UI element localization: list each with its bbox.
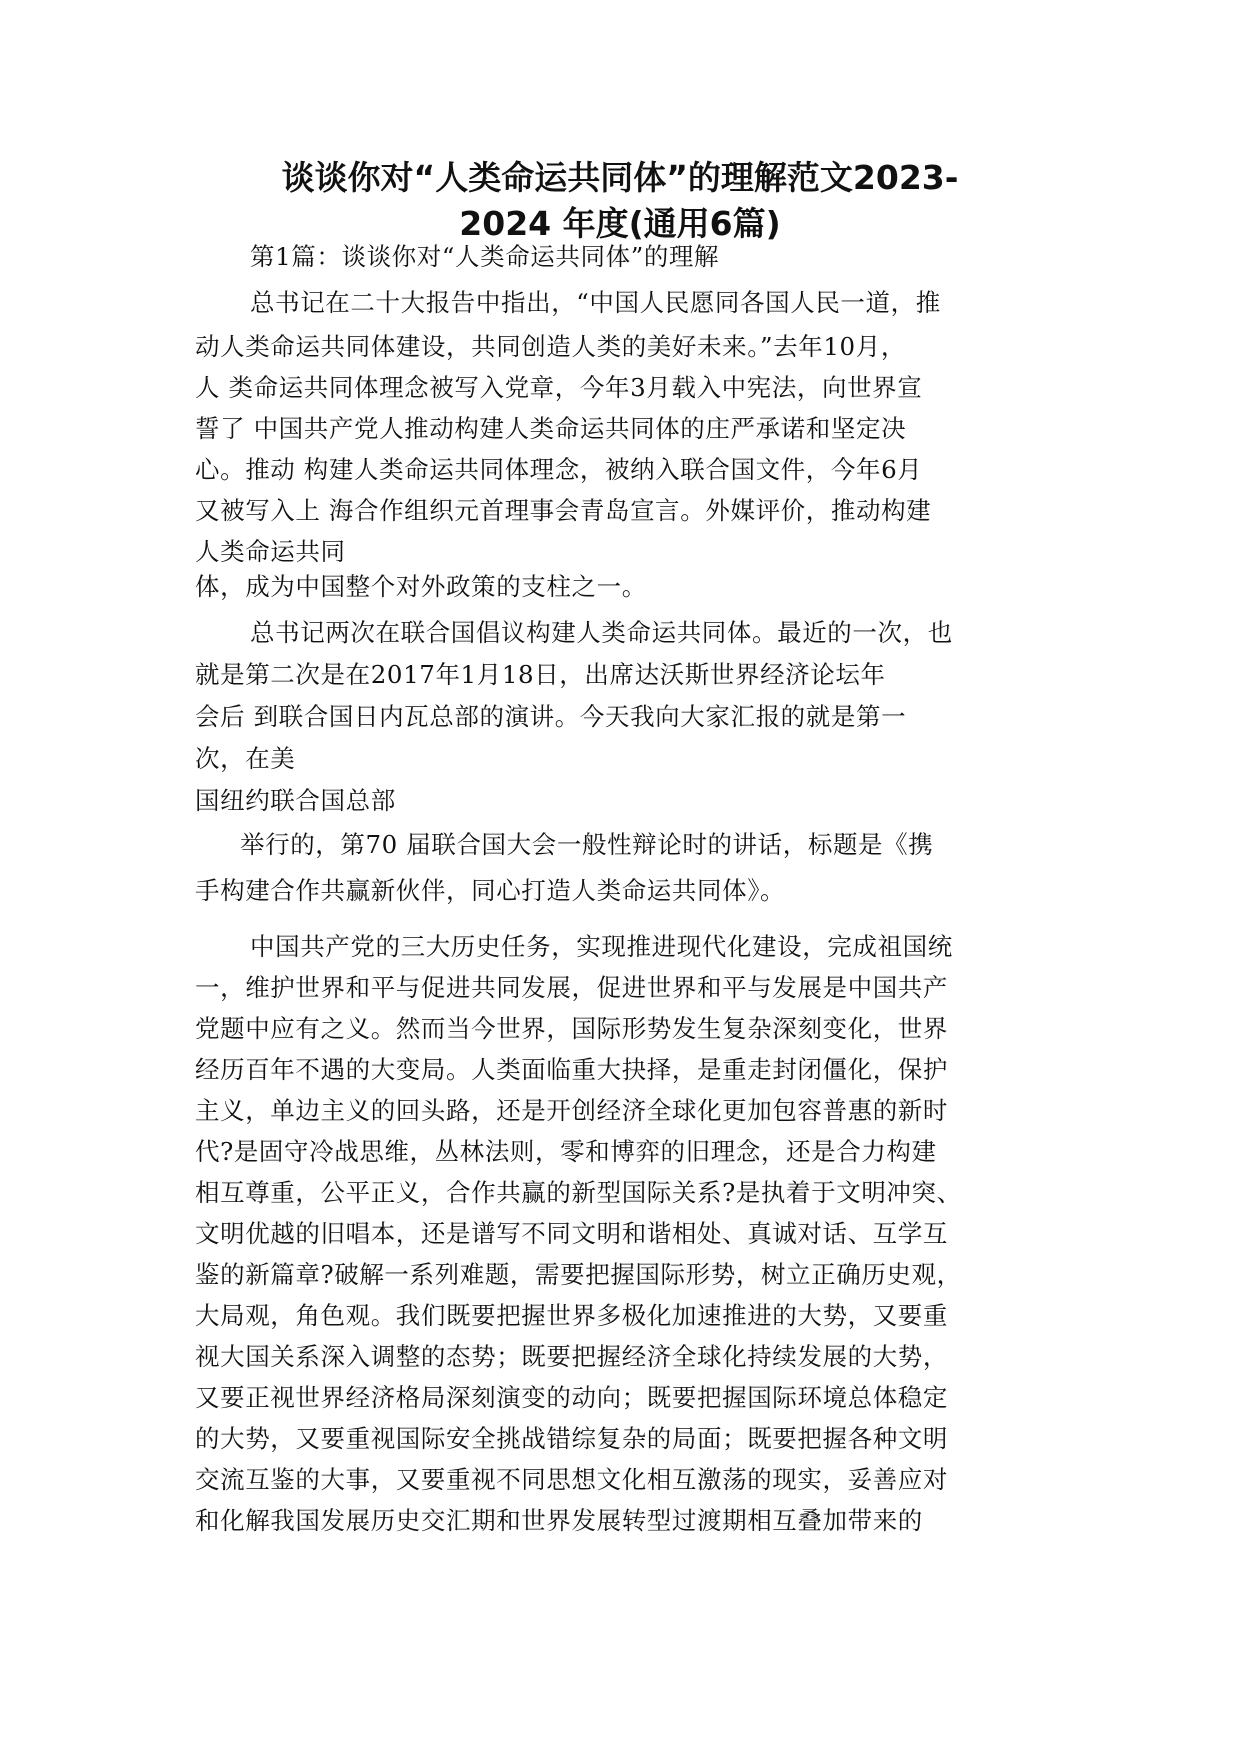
text-line: 主义，单边主义的回头路，还是开创经济全球化更加包容普惠的新时 xyxy=(195,1096,948,1125)
text-line: 誓了 中国共产党人推动构建人类命运共同体的庄严承诺和坚定决 xyxy=(195,414,907,443)
text-line: 动人类命运共同体建设，共同创造人类的美好未来。”去年10月， xyxy=(195,332,906,361)
text-line: 代?是固守冷战思维，丛林法则，零和博弈的旧理念，还是合力构建 xyxy=(195,1137,937,1166)
document-title xyxy=(150,155,1090,247)
text-line: 人 类命运共同体理念被写入党章，今年3月载入中宪法，向世界宣 xyxy=(195,373,923,402)
text-line: 就是第二次是在2017年1月18日，出席达沃斯世界经济论坛年 xyxy=(195,660,886,689)
text-line: 文明优越的旧唱本，还是谱写不同文明和谐相处、真诚对话、互学互 xyxy=(195,1219,948,1248)
text-line: 经历百年不遇的大变局。人类面临重大抉择，是重走封闭僵化，保护 xyxy=(195,1055,948,1084)
text-line: 手构建合作共赢新伙伴，同心打造人类命运共同体》。 xyxy=(195,876,786,905)
text-line: 视大国关系深入调整的态势；既要把握经济全球化持续发展的大势， xyxy=(195,1342,948,1371)
text-line: 和化解我国发展历史交汇期和世界发展转型过渡期相互叠加带来的 xyxy=(195,1506,923,1535)
text-line: 会后 到联合国日内瓦总部的演讲。今天我向大家汇报的就是第一 xyxy=(195,702,907,731)
title-line-2: 2024 年度(通用6篇) xyxy=(459,204,781,243)
text-line: 又被写入上 海合作组织元首理事会青岛宣言。外媒评价，推动构建 xyxy=(195,496,932,525)
text-line: 人类命运共同 xyxy=(195,537,346,566)
text-line: 鉴的新篇章?破解一系列难题，需要把握国际形势，树立正确历史观， xyxy=(195,1260,962,1289)
section-heading: 第1篇：谈谈你对“人类命运共同体”的理解 xyxy=(250,242,720,271)
text-line: 交流互鉴的大事，又要重视不同思想文化相互激荡的现实，妥善应对 xyxy=(195,1465,948,1494)
text-line: 相互尊重，公平正义，合作共赢的新型国际关系?是执着于文明冲突、 xyxy=(195,1178,962,1207)
text-line: 一，维护世界和平与促进共同发展，促进世界和平与发展是中国共产 xyxy=(195,973,948,1002)
text-line: 国纽约联合国总部 xyxy=(195,786,396,815)
text-line: 总书记在二十大报告中指出，“中国人民愿同各国人民一道，推 xyxy=(250,288,941,317)
text-line: 中国共产党的三大历史任务，实现推进现代化建设，完成祖国统 xyxy=(250,932,953,961)
text-line: 党题中应有之义。然而当今世界，国际形势发生复杂深刻变化，世界 xyxy=(195,1014,948,1043)
text-line: 大局观，角色观。我们既要把握世界多极化加速推进的大势，又要重 xyxy=(195,1301,948,1330)
text-line: 体，成为中国整个对外政策的支柱之一。 xyxy=(195,572,647,601)
title-line-1: 谈谈你对“人类命运共同体”的理解范文2023- xyxy=(281,158,959,197)
text-line: 次，在美 xyxy=(195,744,296,773)
text-line: 心。推动 构建人类命运共同体理念，被纳入联合国文件，今年6月 xyxy=(195,455,923,484)
text-line: 又要正视世界经济格局深刻演变的动向；既要把握国际环境总体稳定 xyxy=(195,1383,948,1412)
text-line: 举行的，第70 届联合国大会一般性辩论时的讲话，标题是《携 xyxy=(240,830,934,859)
text-line: 的大势，又要重视国际安全挑战错综复杂的局面；既要把握各种文明 xyxy=(195,1424,948,1453)
text-line: 总书记两次在联合国倡议构建人类命运共同体。最近的一次，也 xyxy=(250,618,953,647)
